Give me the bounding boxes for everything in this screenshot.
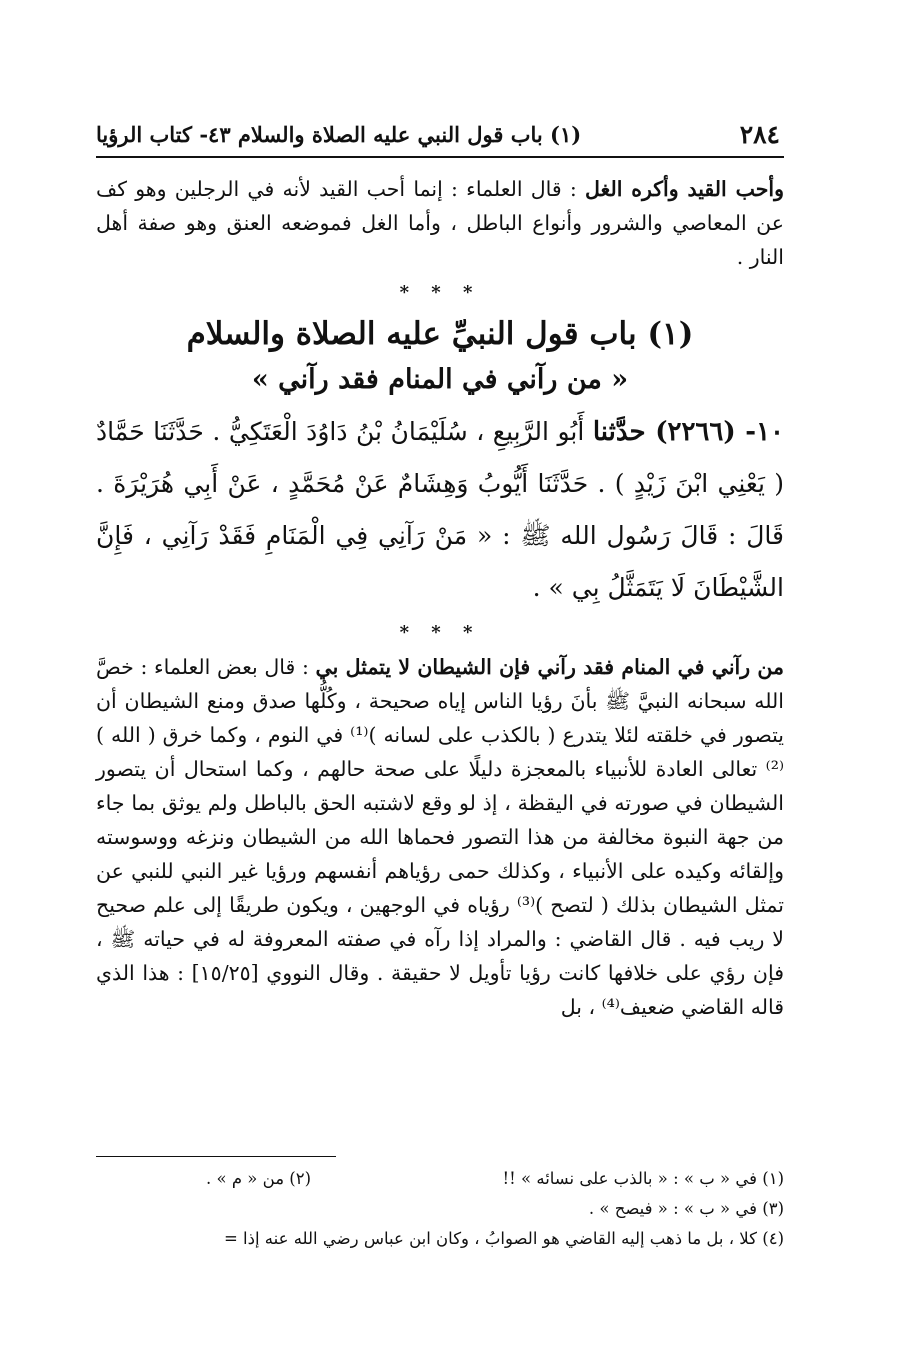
footnote-4: (٤) كلا ، بل ما ذهب إليه القاضي هو الصوابُ ، وكان ابن عباس رضي الله عنه إذا = — [223, 1229, 784, 1248]
footnote-2: (٢) من « م » . — [206, 1169, 312, 1188]
intro-paragraph — [96, 172, 784, 274]
hadith-text — [96, 406, 784, 614]
intro-lead: وأحب القيد وأكره الغل — [585, 177, 784, 201]
intro-text: : قال العلماء : إنما أحب القيد لأنه في الرجلين وهو كف عن المعاصي والشرور وأنواع الباطل ، وأما الغل فموضعه العنق وهو صفة أهل النار . — [96, 177, 784, 269]
commentary-text: : قال بعض العلماء : خصَّ الله سبحانه النبيَّ ﷺ بأنَ رؤيا الناس إياه صحيحة ، وكُلُّها صدق ومنع الشيطان أن يتصور في خلقته لئلا يتدرع ( بالكذب على لسانه )⁽¹⁾ في النوم ، وكما خرق ( الله )⁽²⁾ تعالى العادة للأنبياء بالمعجزة دليلًا على صحة حالهم ، وكما استحال أن يتصور الشيطان في صورته في اليقظة ، إذ لو وقع لاشتبه الحق بالباطل ولم يوثق بما جاء من جهة النبوة مخالفة من هذا التصور فحماها الله من الشيطان ونزغه ووسوسته وإلقائه وكيده على الأنبياء ، وكذلك حمى رؤياهم أنفسهم ورؤيا غير النبي للنبي عن تمثل الشيطان بذلك ( لتصح )⁽³⁾ رؤياه في الوجهين ، ويكون طريقًا إلى علم صحيح لا ريب فيه . قال القاضي : والمراد إذا رآه في صفته المعروفة له في حياته ﷺ ، فإن رؤي على خلافها كانت رؤيا تأويل لا حقيقة . وقال النووي [١٥/٢٥] : هذا الذي قاله القاضي ضعيف⁽⁴⁾ ، بل — [96, 655, 785, 1019]
footnote-rule — [96, 1156, 336, 1157]
hadith-number: ١٠- (٢٢٦٦) حدَّثنا — [592, 417, 785, 447]
chapter-subtitle: « من رآني في المنام فقد رآني » — [251, 364, 629, 395]
chapter-title: (١) باب قول النبيِّ عليه الصلاة والسلام — [186, 316, 694, 352]
footnote-row — [96, 1164, 784, 1194]
footnote-row — [96, 1224, 784, 1254]
footnote-row — [96, 1194, 784, 1224]
hadith-body: أَبُو الرَّبِيعِ ، سُلَيْمَانُ بْنُ دَاوُدَ الْعَتَكِيُّ . حَدَّثَنَا حَمَّادٌ ( يَعْنِي ابْنَ زَيْدٍ ) . حَدَّثَنَا أَيُّوبُ وَهِشَامٌ عَنْ مُحَمَّدٍ ، عَنْ أَبِي هُرَيْرَةَ . قَالَ : قَالَ رَسُول الله ﷺ : « مَنْ رَآنِي فِي الْمَنَامِ فَقَدْ رَآنِي ، فَإِنَّ الشَّيْطَانَ لَا يَتَمَثَّلُ بِي » . — [96, 417, 784, 602]
commentary-paragraph — [96, 650, 784, 1024]
footnote-1: (١) في « ب » : « بالذب على نسائه » !! — [502, 1169, 784, 1188]
page-number: ٢٨٤ — [739, 120, 780, 149]
footnotes — [96, 1164, 784, 1254]
page-body — [96, 172, 784, 1024]
section-separator: * * * — [399, 282, 481, 303]
running-title: (١) باب قول النبي عليه الصلاة والسلام ٤٣- كتاب الرؤيا — [96, 122, 582, 147]
section-separator-2: * * * — [399, 622, 481, 643]
footnote-3: (٣) في « ب » : « فيصح » . — [588, 1199, 784, 1218]
commentary-lead: من رآني في المنام فقد رآني فإن الشيطان لا يتمثل بي — [315, 655, 784, 679]
running-header — [96, 116, 784, 158]
